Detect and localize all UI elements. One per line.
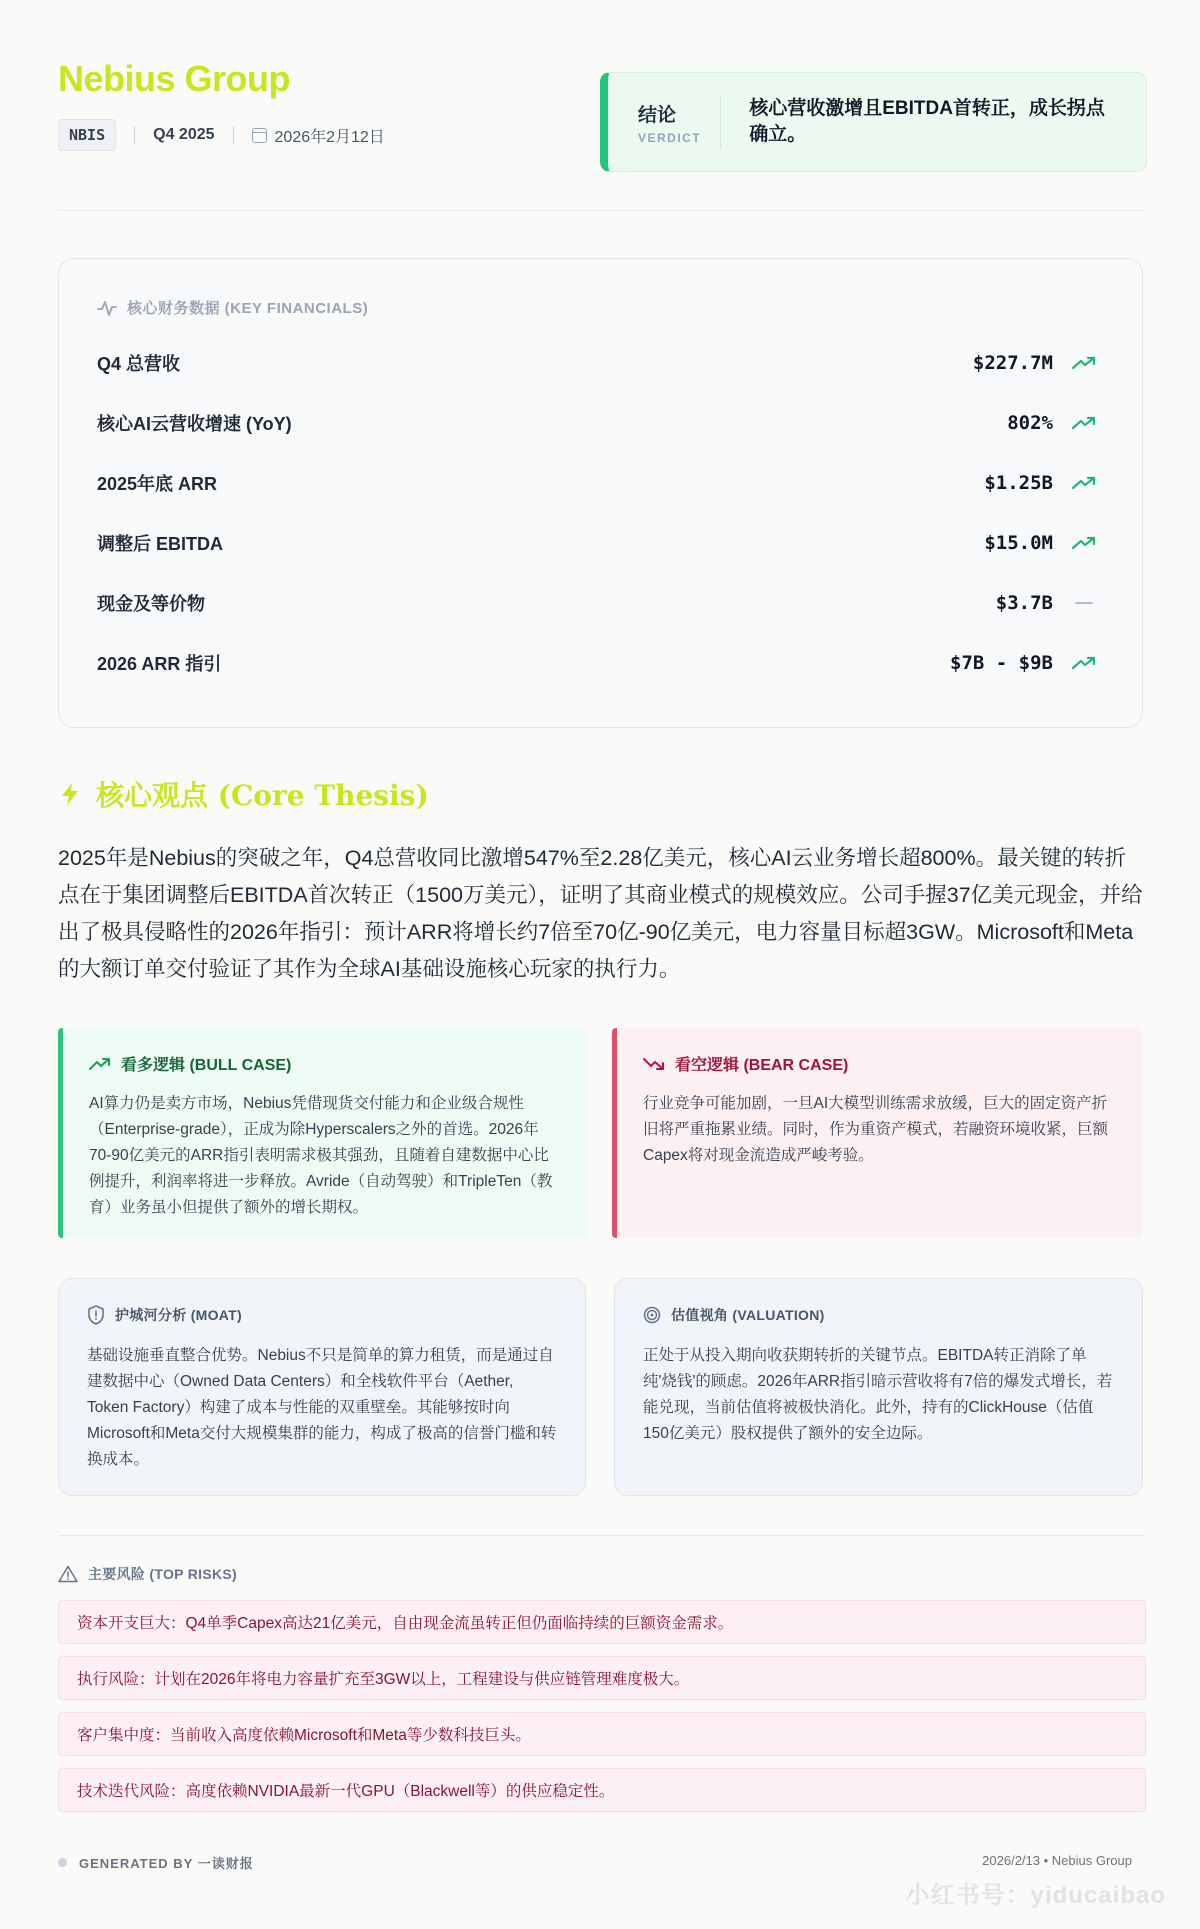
risk-item: 执行风险：计划在2026年将电力容量扩充至3GW以上，工程建设与供应链管理难度极大。 <box>58 1656 1146 1700</box>
core-thesis-body: 2025年是Nebius的突破之年，Q4总营收同比激增547%至2.28亿美元，核心AI云业务增长超800%。最关键的转折点在于集团调整后EBITDA首次转正（1500万美元），证明了其商业模式的规模效应。公司手握37亿美元现金，并给出了极具侵略性的2026年指引：预计ARR将增长约7倍至70亿-90亿美元，电力容量目标超3GW。Microsoft和Meta的大额订单交付验证了其作为全球AI基础设施核心玩家的执行力。 <box>58 846 1143 981</box>
financial-row <box>97 643 1097 683</box>
trending-down-icon <box>643 1057 665 1071</box>
financial-row <box>97 523 1097 563</box>
financial-label: 核心AI云营收增速 (YoY) <box>97 414 292 434</box>
report-date <box>252 124 385 147</box>
key-financials-title <box>97 297 368 318</box>
divider <box>58 210 1143 211</box>
trending-up-icon <box>1071 535 1097 551</box>
top-risks-heading <box>58 1564 237 1584</box>
financial-value-group <box>1007 412 1097 434</box>
moat-card <box>58 1278 586 1496</box>
key-financials-card <box>58 258 1143 728</box>
core-thesis-heading <box>60 774 429 814</box>
top-risks-title: 主要风险 (TOP RISKS) <box>88 1566 237 1582</box>
risk-item: 技术迭代风险：高度依赖NVIDIA最新一代GPU（Blackwell等）的供应稳定性。 <box>58 1768 1146 1812</box>
report-date-text: 2026年2月12日 <box>274 128 385 146</box>
calendar-icon <box>252 128 267 143</box>
financial-label: 调整后 EBITDA <box>97 534 223 554</box>
divider <box>233 126 234 144</box>
financial-value-group <box>984 472 1097 494</box>
financial-row <box>97 403 1097 443</box>
flat-trend-icon <box>1071 595 1097 611</box>
bear-case-card <box>612 1028 1143 1238</box>
quarter-label: Q4 2025 <box>153 126 215 143</box>
shield-icon <box>87 1305 105 1325</box>
brand-title: Nebius Group <box>58 58 291 99</box>
footer-date: 2026/2/13 • Nebius Group <box>982 1853 1132 1868</box>
moat-body: 基础设施垂直整合优势。Nebius不只是简单的算力租赁，而是通过自建数据中心（Owned Data Centers）和全栈软件平台（Aether, Token Factory）构建了成本与性能的双重壁垒。其能够按时向Microsoft和Meta交付大规模集群的能力，构成了极高的信誉门槛和转换成本。 <box>87 1347 557 1468</box>
bull-case-title-text: 看多逻辑 (BULL CASE) <box>121 1057 292 1074</box>
key-financials-title-text: 核心财务数据 (KEY FINANCIALS) <box>127 300 369 317</box>
financial-row <box>97 343 1097 383</box>
divider <box>134 126 135 144</box>
financial-value-group <box>984 532 1097 554</box>
target-icon <box>643 1306 661 1324</box>
financial-value: 802% <box>1007 412 1053 434</box>
trending-up-icon <box>1071 355 1097 371</box>
verdict-label <box>608 95 721 149</box>
trending-up-icon <box>1071 475 1097 491</box>
valuation-title <box>643 1305 1114 1325</box>
bull-case-title <box>89 1052 561 1075</box>
financial-label: Q4 总营收 <box>97 354 181 374</box>
valuation-title-text: 估值视角 (VALUATION) <box>671 1307 825 1323</box>
financial-label: 2025年底 ARR <box>97 474 218 494</box>
trending-up-icon <box>89 1057 111 1071</box>
warning-icon <box>58 1565 78 1583</box>
verdict-text: 核心营收激增且EBITDA首转正，成长拐点确立。 <box>749 98 1105 145</box>
verdict-label-zh: 结论 <box>638 104 677 126</box>
financial-value-group <box>973 352 1097 374</box>
ticker-badge: NBIS <box>58 119 116 151</box>
verdict-label-en: VERDICT <box>638 130 702 145</box>
financial-label: 2026 ARR 指引 <box>97 654 222 674</box>
activity-icon <box>97 299 117 317</box>
bull-case-card <box>58 1028 587 1238</box>
bear-case-title <box>643 1052 1117 1075</box>
financial-value: $3.7B <box>995 592 1053 614</box>
lightning-icon <box>60 782 80 806</box>
divider <box>58 1535 1143 1536</box>
financial-row <box>97 463 1097 503</box>
financial-value: $1.25B <box>984 472 1053 494</box>
meta-bar <box>58 118 385 152</box>
verdict-card <box>600 72 1147 172</box>
bear-case-title-text: 看空逻辑 (BEAR CASE) <box>675 1057 849 1074</box>
dot-icon <box>58 1858 67 1867</box>
financial-value: $15.0M <box>984 532 1053 554</box>
risk-item: 资本开支巨大：Q4单季Capex高达21亿美元，自由现金流虽转正但仍面临持续的巨额资金需求。 <box>58 1600 1146 1644</box>
bull-case-body: AI算力仍是卖方市场，Nebius凭借现货交付能力和企业级合规性（Enterprise-grade），正成为除Hyperscalers之外的首选。2026年70-90亿美元的ARR指引表明需求极其强劲，且随着自建数据中心比例提升，利润率将进一步释放。Avride（自动驾驶）和TripleTen（教育）业务虽小但提供了额外的增长期权。 <box>89 1095 553 1216</box>
footer-generated <box>58 1853 254 1872</box>
financial-value-group <box>996 592 1097 614</box>
valuation-card <box>614 1278 1143 1496</box>
financial-value: $227.7M <box>972 352 1053 374</box>
moat-title <box>87 1305 557 1325</box>
watermark: 小红书号：yiducaibao <box>905 1882 1166 1909</box>
core-thesis-title: 核心观点 (Core Thesis) <box>96 779 429 812</box>
financial-value-group <box>950 652 1097 674</box>
risk-item: 客户集中度：当前收入高度依赖Microsoft和Meta等少数科技巨头。 <box>58 1712 1146 1756</box>
trending-up-icon <box>1071 655 1097 671</box>
financial-row <box>97 583 1097 623</box>
financial-label: 现金及等价物 <box>97 594 205 614</box>
trending-up-icon <box>1071 415 1097 431</box>
moat-title-text: 护城河分析 (MOAT) <box>115 1307 242 1323</box>
footer-generated-text: GENERATED BY 一读财报 <box>79 1856 254 1871</box>
valuation-body: 正处于从投入期向收获期转折的关键节点。EBITDA转正消除了单纯'烧钱'的顾虑。2026年ARR指引暗示营收将有7倍的爆发式增长，若能兑现，当前估值将被极快消化。此外，持有的ClickHouse（估值150亿美元）股权提供了额外的安全边际。 <box>643 1347 1113 1442</box>
bear-case-body: 行业竞争可能加剧，一旦AI大模型训练需求放缓，巨大的固定资产折旧将严重拖累业绩。同时，作为重资产模式，若融资环境收紧，巨额Capex将对现金流造成严峻考验。 <box>643 1095 1109 1164</box>
financial-value: $7B - $9B <box>950 652 1053 674</box>
